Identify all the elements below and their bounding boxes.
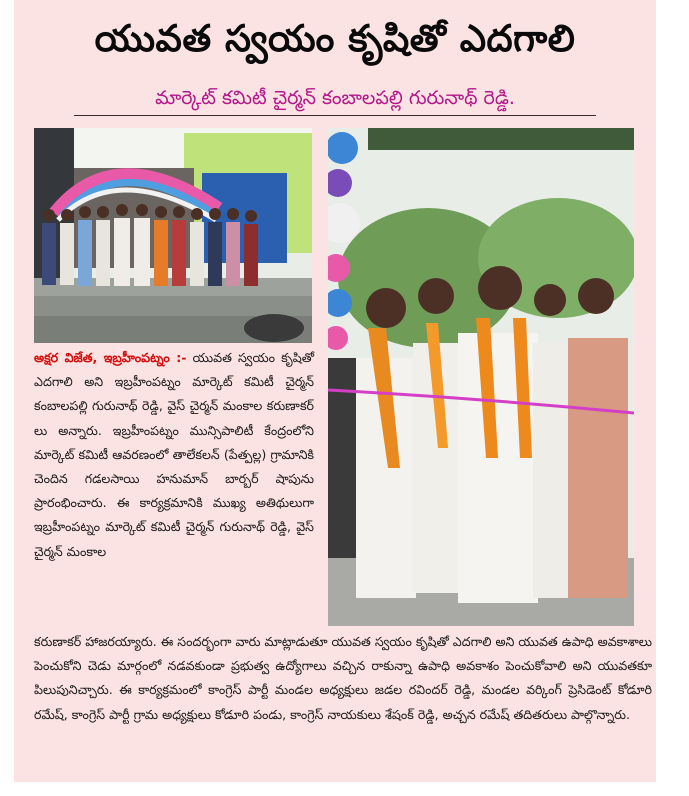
headline: యువత స్వయం కృషితో ఎదగాలి xyxy=(94,17,576,60)
article-body-full-width: కరుణాకర్ హాజరయ్యారు. ఈ సందర్భంగా వారు మాట్లాడుతూ యువత స్వయం కృషితో ఎదగాలి అని యువత ఉపాధి అవకాశాలు పెంచుకోని చెడు మార్గంలో నడవకుండా ప్రభుత్వ ఉద్యోగాలు వచ్చిన రాకున్నా ఉపాధి అవకాశం పెంచుకోవాలి అని యువతకూ పిలుపునిచ్చారు. ఈ కార్యక్రమంలో కాంగ్రెస్ పార్టీ మండల అధ్యక్షులు జడల రవిందర్ రెడ్డి, మండల వర్కింగ్ ప్రెసిడెంట్ కోడూరి రమేష్, కాంగ్రెస్ పార్టీ గ్రామ అధ్యక్షులు కోడూరి పండు, కాంగ్రెస్ నాయకులు శేషంక్ రెడ్డి, అచ్చన రమేష్ తదితరులు పాల్గొన్నారు. xyxy=(34,634,652,722)
article-body-column xyxy=(34,346,314,564)
dateline: అక్షర విజేత, ఇబ్రహీంపట్నం :- xyxy=(34,350,187,365)
body-text-column: యువత స్వయం కృషితో ఎదగాలి అని ఇబ్రహీంపట్నం మార్కెట్ కమిటీ చైర్మన్ కంబాలపల్లి గురునాథ్ రెడ్డి, వైస్ చైర్మన్ మంకాల కరుణాకర్ లు అన్నారు. ఇబ్రహీంపట్నం మున్సిపాలిటీ కేంద్రంలోని మార్కెట్ కమిటీ ఆవరణంలో తాలేకలన్ (పేత్పల్ల) గ్రామానికి చెందిన గడలసాయి హనుమాన్ బార్బర్ షాపును ప్రారంభించారు. ఈ కార్యక్రమానికి ముఖ్య అతిథులుగా ఇబ్రహీంపట్నం మార్కెట్ కమిటీ చైర్మన్ గురునాథ్ రెడ్డి, వైస్ చైర్మన్ మంకాల xyxy=(34,350,314,559)
group-photo xyxy=(34,128,312,343)
subheadline: మార్కెట్ కమిటీ చైర్మన్ కంబాలపల్లి గురునాథ్ రెడ్డి. xyxy=(74,84,596,116)
cropped-top-text xyxy=(14,0,656,8)
ribbon-cutting-photo xyxy=(328,128,634,626)
newspaper-clipping xyxy=(14,0,656,782)
